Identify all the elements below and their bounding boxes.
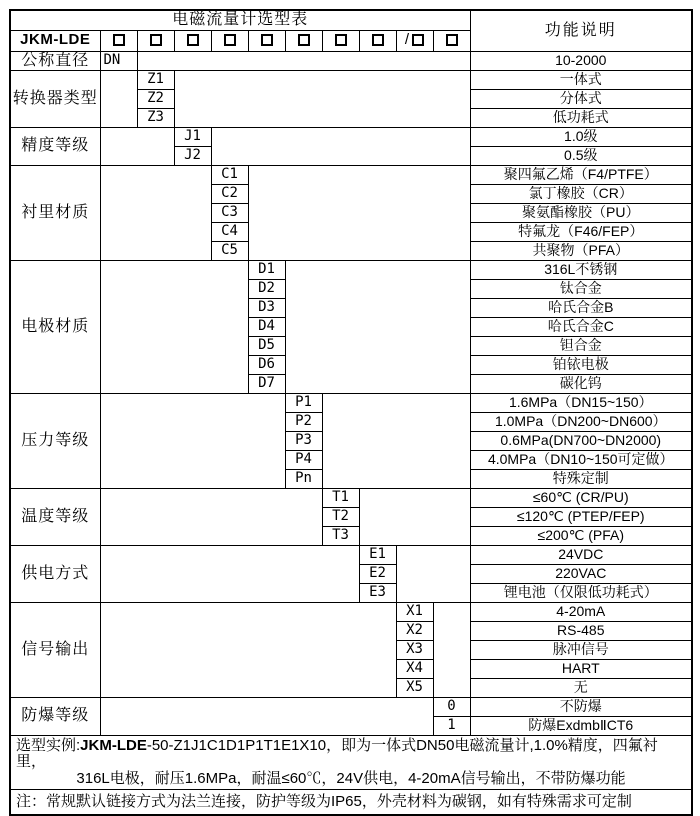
category-explosion-proof: 防爆等级 xyxy=(10,697,100,735)
code-E1: E1 xyxy=(359,545,396,564)
example-line1 xyxy=(16,738,686,771)
description-J1: 1.0级 xyxy=(470,127,692,146)
code-T3: T3 xyxy=(322,526,359,545)
description-Z1: 一体式 xyxy=(470,70,692,89)
code-D1: D1 xyxy=(248,260,285,279)
code-C1: C1 xyxy=(211,165,248,184)
model-code-checkbox-cell-2[interactable] xyxy=(137,30,174,51)
option-row-D1 xyxy=(10,260,692,279)
checkbox-icon xyxy=(372,34,384,46)
description-C4: 特氟龙（F46/FEP） xyxy=(470,222,692,241)
code-J2: J2 xyxy=(174,146,211,165)
model-code-checkbox-cell-5[interactable] xyxy=(248,30,285,51)
description-E2: 220VAC xyxy=(470,564,692,583)
model-code-checkbox-cell-8[interactable] xyxy=(359,30,396,51)
code-1: 1 xyxy=(433,716,470,735)
code-J1: J1 xyxy=(174,127,211,146)
code-DN: DN xyxy=(100,51,137,70)
description-C3: 聚氨酯橡胶（PU） xyxy=(470,203,692,222)
category-signal-output: 信号输出 xyxy=(10,602,100,697)
code-D7: D7 xyxy=(248,374,285,393)
description-X3: 脉冲信号 xyxy=(470,640,692,659)
checkbox-icon xyxy=(150,34,162,46)
code-Z1: Z1 xyxy=(137,70,174,89)
description-X1: 4-20mA xyxy=(470,602,692,621)
category-accuracy-class: 精度等级 xyxy=(10,127,100,165)
description-DN: 10-2000 xyxy=(470,51,692,70)
slash-separator: / xyxy=(404,31,410,49)
spacer-left-power-supply xyxy=(100,545,359,602)
code-C5: C5 xyxy=(211,241,248,260)
spacer-right-accuracy-class xyxy=(211,127,470,165)
code-P4: P4 xyxy=(285,450,322,469)
code-Z2: Z2 xyxy=(137,89,174,108)
description-D6: 铂铱电极 xyxy=(470,355,692,374)
code-P1: P1 xyxy=(285,393,322,412)
code-E2: E2 xyxy=(359,564,396,583)
example-rest: -50-Z1J1C1D1P1T1E1X10，即为一体式DN50电磁流量计,1.0%精度，四氟衬里， xyxy=(16,736,658,770)
code-Pn: Pn xyxy=(285,469,322,488)
description-P4: 4.0MPa（DN10~150可定做） xyxy=(470,450,692,469)
spacer-right-signal-output xyxy=(433,602,470,697)
description-E1: 24VDC xyxy=(470,545,692,564)
function-column-header: 功能说明 xyxy=(470,10,692,51)
option-row-T1 xyxy=(10,488,692,507)
checkbox-icon xyxy=(113,34,125,46)
option-row-C1 xyxy=(10,165,692,184)
code-C2: C2 xyxy=(211,184,248,203)
description-E3: 锂电池（仅限低功耗式） xyxy=(470,583,692,602)
model-code-checkbox-cell-6[interactable] xyxy=(285,30,322,51)
example-line2: 316L电极，耐压1.6MPa，耐温≤60℃，24V供电，4-20mA信号输出，不带防爆功能 xyxy=(76,769,626,787)
model-code-checkbox-cell-9[interactable] xyxy=(396,30,433,51)
model-code-checkbox-cell-1[interactable] xyxy=(100,30,137,51)
code-P2: P2 xyxy=(285,412,322,431)
spacer-left-accuracy-class xyxy=(100,127,174,165)
description-Z3: 低功耗式 xyxy=(470,108,692,127)
category-temperature-rating: 温度等级 xyxy=(10,488,100,545)
description-X5: 无 xyxy=(470,678,692,697)
checkbox-icon xyxy=(224,34,236,46)
flowmeter-selection-table xyxy=(9,9,693,816)
example-row xyxy=(10,735,692,790)
code-X1: X1 xyxy=(396,602,433,621)
checkbox-icon xyxy=(446,34,458,46)
selection-example xyxy=(10,735,692,790)
option-row-X1 xyxy=(10,602,692,621)
spacer-left-electrode-material xyxy=(100,260,248,393)
code-D2: D2 xyxy=(248,279,285,298)
code-X4: X4 xyxy=(396,659,433,678)
category-pressure-rating: 压力等级 xyxy=(10,393,100,488)
spacer-right-liner-material xyxy=(248,165,470,260)
code-E3: E3 xyxy=(359,583,396,602)
description-P1: 1.6MPa（DN15~150） xyxy=(470,393,692,412)
description-C2: 氯丁橡胶（CR） xyxy=(470,184,692,203)
code-D6: D6 xyxy=(248,355,285,374)
description-D2: 钛合金 xyxy=(470,279,692,298)
option-row-E1 xyxy=(10,545,692,564)
checkbox-icon xyxy=(335,34,347,46)
description-Z2: 分体式 xyxy=(470,89,692,108)
code-C4: C4 xyxy=(211,222,248,241)
description-X2: RS-485 xyxy=(470,621,692,640)
description-D7: 碳化钨 xyxy=(470,374,692,393)
note-text: 注：常规默认链接方式为法兰连接，防护等级为IP65，外壳材料为碳钢，如有特殊需求可定制 xyxy=(10,790,692,815)
code-T1: T1 xyxy=(322,488,359,507)
option-row-0 xyxy=(10,697,692,716)
model-code-checkbox-cell-3[interactable] xyxy=(174,30,211,51)
description-T3: ≤200℃ (PFA) xyxy=(470,526,692,545)
option-row-J1 xyxy=(10,127,692,146)
description-J2: 0.5级 xyxy=(470,146,692,165)
model-prefix: JKM-LDE xyxy=(10,30,100,51)
example-model-prefix: JKM-LDE xyxy=(80,736,147,754)
code-C3: C3 xyxy=(211,203,248,222)
model-code-checkbox-cell-7[interactable] xyxy=(322,30,359,51)
code-X3: X3 xyxy=(396,640,433,659)
checkbox-icon xyxy=(298,34,310,46)
spacer-right-temperature-rating xyxy=(359,488,470,545)
spacer-right-pressure-rating xyxy=(322,393,470,488)
title-row xyxy=(10,10,692,30)
code-X5: X5 xyxy=(396,678,433,697)
description-D4: 哈氏合金C xyxy=(470,317,692,336)
checkbox-icon xyxy=(412,34,424,46)
checkbox-icon xyxy=(187,34,199,46)
description-P2: 1.0MPa（DN200~DN600） xyxy=(470,412,692,431)
spacer-left-explosion-proof xyxy=(100,697,433,735)
spacer-left-pressure-rating xyxy=(100,393,285,488)
description-C5: 共聚物（PFA） xyxy=(470,241,692,260)
description-P3: 0.6MPa(DN700~DN2000) xyxy=(470,431,692,450)
description-X4: HART xyxy=(470,659,692,678)
code-D5: D5 xyxy=(248,336,285,355)
checkbox-icon xyxy=(261,34,273,46)
spacer-right-nominal-diameter xyxy=(137,51,470,70)
description-Pn: 特殊定制 xyxy=(470,469,692,488)
code-Z3: Z3 xyxy=(137,108,174,127)
description-D5: 钽合金 xyxy=(470,336,692,355)
description-D3: 哈氏合金B xyxy=(470,298,692,317)
code-P3: P3 xyxy=(285,431,322,450)
header-rows xyxy=(10,10,692,51)
code-X2: X2 xyxy=(396,621,433,640)
category-liner-material: 衬里材质 xyxy=(10,165,100,260)
code-0: 0 xyxy=(433,697,470,716)
selection-rows xyxy=(10,51,692,735)
spacer-right-power-supply xyxy=(396,545,470,602)
note-row xyxy=(10,790,692,815)
spacer-left-temperature-rating xyxy=(100,488,322,545)
code-D3: D3 xyxy=(248,298,285,317)
example-label: 选型实例: xyxy=(16,736,81,754)
description-C1: 聚四氟乙烯（F4/PTFE） xyxy=(470,165,692,184)
spacer-right-converter-type xyxy=(174,70,470,127)
description-D1: 316L不锈钢 xyxy=(470,260,692,279)
description-T1: ≤60℃ (CR/PU) xyxy=(470,488,692,507)
description-0: 不防爆 xyxy=(470,697,692,716)
option-row-P1 xyxy=(10,393,692,412)
option-row-Z1 xyxy=(10,70,692,89)
description-T2: ≤120℃ (PTEP/FEP) xyxy=(470,507,692,526)
table-title: 电磁流量计选型表 xyxy=(10,10,470,30)
spacer-right-electrode-material xyxy=(285,260,470,393)
model-code-checkbox-cell-4[interactable] xyxy=(211,30,248,51)
model-code-checkbox-cell-10[interactable] xyxy=(433,30,470,51)
spacer-left-liner-material xyxy=(100,165,211,260)
option-row-DN xyxy=(10,51,692,70)
category-power-supply: 供电方式 xyxy=(10,545,100,602)
spacer-left-converter-type xyxy=(100,70,137,127)
code-T2: T2 xyxy=(322,507,359,526)
spacer-left-signal-output xyxy=(100,602,396,697)
selection-sheet xyxy=(9,9,693,816)
description-1: 防爆ExdmbⅡCT6 xyxy=(470,716,692,735)
category-electrode-material: 电极材质 xyxy=(10,260,100,393)
code-D4: D4 xyxy=(248,317,285,336)
category-converter-type: 转换器类型 xyxy=(10,70,100,127)
category-nominal-diameter: 公称直径 xyxy=(10,51,100,70)
footer-rows xyxy=(10,735,692,815)
